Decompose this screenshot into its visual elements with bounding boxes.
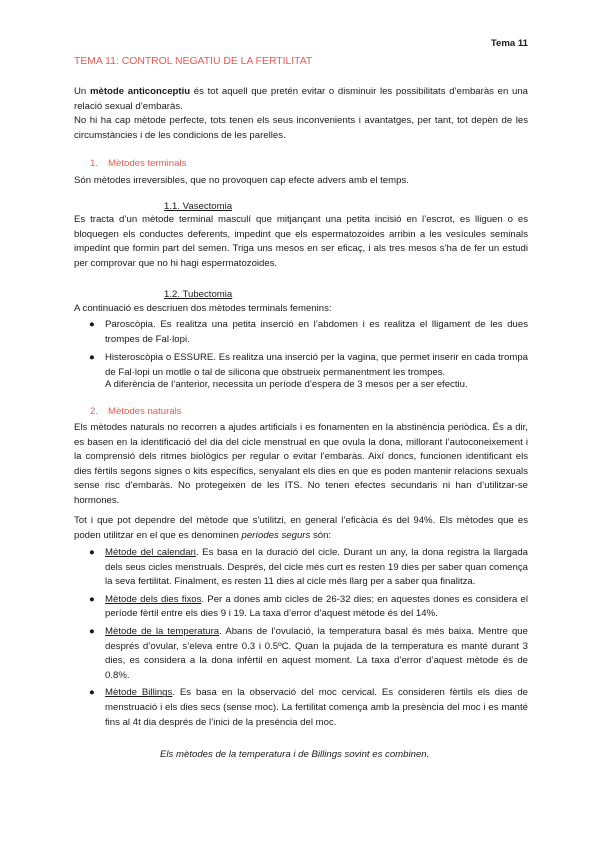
intro-block — [74, 85, 528, 143]
document-title: TEMA 11: CONTROL NEGATIU DE LA FERTILITAT — [74, 56, 313, 67]
subsection-1-2-note: A diferència de l’anterior, necessita un període d’espera de 3 mesos per a ser efectiu. — [105, 379, 468, 390]
bullet-icon: ● — [89, 687, 95, 699]
list-item: ● Mètode del calendari. Es basa en la duració del cicle. Durant un any, la dona registra la llargada dels seus cicles menstruals. Després, del cicle més curt es resten 19 dies per saber quan comença la seva fertilitat. Finalment, es resten 11 dies al cicle més llarg per a saber qua finalitza. — [89, 547, 528, 588]
section-1-heading: 1. Mètodes terminals — [90, 158, 187, 169]
bullet-icon: ● — [89, 547, 95, 558]
section-2-paragraph-1: Els mètodes naturals no recorren a ajudes artificials i es fonamenten en la abstinència periòdica. És a dir, es basen en la identificació del dia del cicle menstrual en que ovula la dona, millorant l’autoconeixement i la comprensió dels ritmes biològics per regular o evitar l’embaràs. Així doncs, funcionen identificant els dies fèrtils segons signes o kits específics, senyalant els dies en que es poden mantenir relacions sexuals sense risc d’embaràs. No protegeixen de les ITS. No tenen efectes secundaris ni han d’utilitzar-se hormones. — [74, 422, 528, 506]
subsection-1-1-text: Es tracta d’un mètode terminal masculí que mitjançant una petita incisió en l’escrot, es lliguen o es bloquegen els conductes deferents, impedint que els espermatozoides arribin a les vesícules seminals impedint que formin part del semen. Triga uns mesos en ser eficaç, i als tres mesos s’ha de fer un estudi per comprovar que no hi hagi espermatozoides. — [74, 214, 528, 269]
subsection-1-2-intro: A continuació es descriuen dos mètodes terminals femenins: — [74, 303, 332, 314]
terminal-methods-list — [74, 318, 528, 380]
bullet-icon: ● — [89, 625, 95, 637]
subsection-1-2-heading: 1.2. Tubectomia — [164, 289, 233, 300]
section-1-intro: Són mètodes irreversibles, que no provoquen cap efecte advers amb el temps. — [74, 175, 409, 186]
bullet-icon: ● — [89, 319, 95, 330]
section-2-heading: 2. Mètodes naturals — [90, 406, 182, 417]
intro-paragraph-1: Un mètode anticonceptiu és tot aquell que pretén evitar o disminuir les possibilitats d’embaràs en una relació sexual d’embaràs. — [74, 86, 528, 112]
natural-methods-list — [74, 546, 528, 730]
subsection-1-1-heading: 1.1. Vasectomia — [164, 201, 233, 212]
list-item: ● Mètode dels dies fixos. Per a dones amb cicles de 26-32 dies; en aquestes dones es considera el període fèrtil entre els dies 9 i 19. La taxa d’error d’aquest mètode és del 14%. — [89, 593, 528, 620]
list-item: ● Histeroscòpia o ESSURE. Es realitza una inserció per la vagina, que permet inserir en cada trompa de Fal·lopi un motlle o tal de silicona que obstrueix permanentment les trompes. — [89, 352, 528, 378]
section-2-paragraph-2: Tot i que pot dependre del mètode que s’utilitzi, en general l’eficàcia és del 94%. Els mètodes que es poden utilitzar en el que es denominen períodes segurs són: — [74, 515, 528, 541]
bullet-icon: ● — [89, 593, 95, 605]
section-2-closing: Els mètodes de la temperatura i de Billings sovint es combinen. — [160, 749, 430, 760]
list-item: ● Mètode de la temperatura. Abans de l’ovulació, la temperatura basal és més baixa. Mentre que després d’ovular, s’eleva entre 0.3 i 0.5ºC. Quan la pujada de la temperatura es manté durant 3 dies, es considera a la dona infèrtil en aquest moment. La taxa d’error d’aquest mètode és de 0.8%. — [89, 625, 528, 681]
list-item: ● Paroscòpia. Es realitza una petita inserció en l’abdomen i es realitza el lligament de les dues trompes de Fal·lopi. — [89, 319, 528, 345]
list-item: ● Mètode Billings. Es basa en la observació del moc cervical. Es consideren fèrtils els dies de menstruació i els dies secs (sense moc). La fertilitat comença amb la presència del moc i es manté fins al 4t dia després de l’inici de la presència del moc. — [89, 687, 528, 728]
bullet-icon: ● — [89, 352, 95, 364]
intro-paragraph-2: No hi ha cap mètode perfecte, tots tenen els seus inconvenients i avantatges, per tant, tot depèn de les circumstàncies i de les condicions de les parelles. — [74, 115, 528, 141]
header-topic: Tema 11 — [490, 38, 528, 49]
term-bold: mètode anticonceptiu — [89, 86, 191, 97]
